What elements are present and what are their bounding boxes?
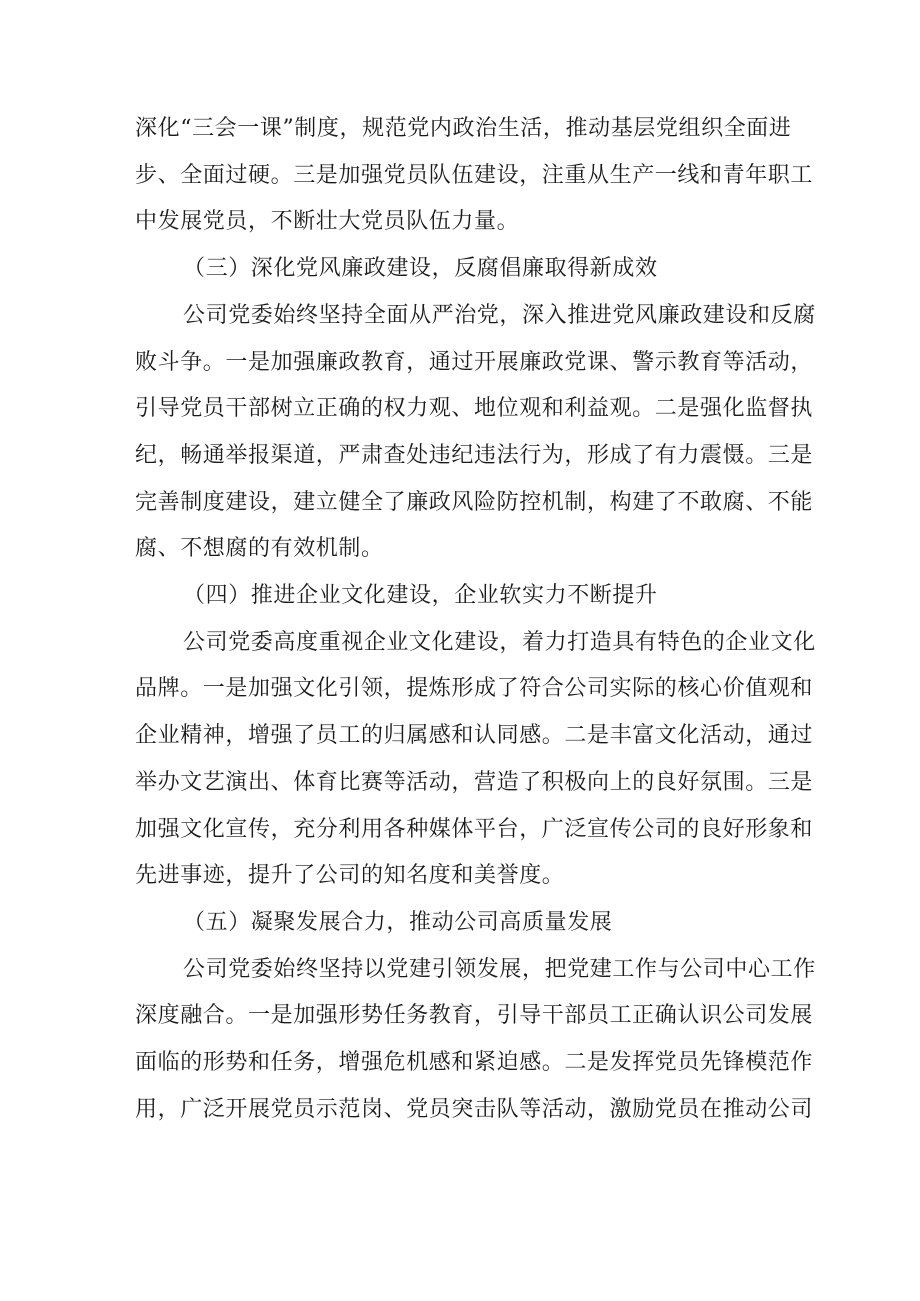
section-heading-3: （三）深化党风廉政建设，反腐倡廉取得新成效 [183,256,658,282]
text-line: 完善制度建设，建立健全了廉政风险防控机制，构建了不敢腐、不能 [135,489,814,515]
text-line: 深化“三会一课”制度，规范党内政治生活，推动基层党组织全面进 [135,116,792,141]
text-line: 用，广泛开展党员示范岗、党员突击队等活动，激励党员在推动公司 [135,1096,814,1122]
text-line: 先进事迹，提升了公司的知名度和美誉度。 [135,863,565,889]
text-line: 公司党委始终坚持全面从严治党，深入推进党风廉政建设和反腐 [183,302,816,328]
paragraph-development [135,947,816,1134]
text-line: 品牌。一是加强文化引领，提炼形成了符合公司实际的核心价值观和 [135,676,814,702]
paragraph-continuation [135,106,814,246]
text-line: 中发展党员，不断壮大党员队伍力量。 [135,209,520,235]
document-body [135,106,816,1133]
text-line: 纪，畅通举报渠道，严肃查处违纪违法行为，形成了有力震慑。三是 [135,442,814,468]
paragraph-corporate-culture [135,620,816,900]
text-line: 加强文化宣传，充分利用各种媒体平台，广泛宣传公司的良好形象和 [135,816,814,842]
text-line: 举办文艺演出、体育比赛等活动，营造了积极向上的良好氛围。三是 [135,769,814,795]
section-heading-4: （四）推进企业文化建设，企业软实力不断提升 [183,583,658,609]
text-line: 步、全面过硬。三是加强党员队伍建设，注重从生产一线和青年职工 [135,162,814,188]
section-heading-5: （五）凝聚发展合力，推动公司高质量发展 [183,909,613,935]
paragraph-anti-corruption [135,293,816,573]
text-line: 公司党委高度重视企业文化建设，着力打造具有特色的企业文化 [183,629,816,655]
text-line: 腐、不想腐的有效机制。 [135,536,384,562]
text-line: 败斗争。一是加强廉政教育，通过开展廉政党课、警示教育等活动， [135,349,814,375]
text-line: 企业精神，增强了员工的归属感和认同感。二是丰富文化活动，通过 [135,723,814,749]
text-line: 公司党委始终坚持以党建引领发展，把党建工作与公司中心工作 [183,956,816,982]
text-line: 面临的形势和任务，增强危机感和紧迫感。二是发挥党员先锋模范作 [135,1050,814,1076]
text-line: 引导党员干部树立正确的权力观、地位观和利益观。二是强化监督执 [135,396,814,422]
text-line: 深度融合。一是加强形势任务教育，引导干部员工正确认识公司发展 [135,1003,814,1029]
